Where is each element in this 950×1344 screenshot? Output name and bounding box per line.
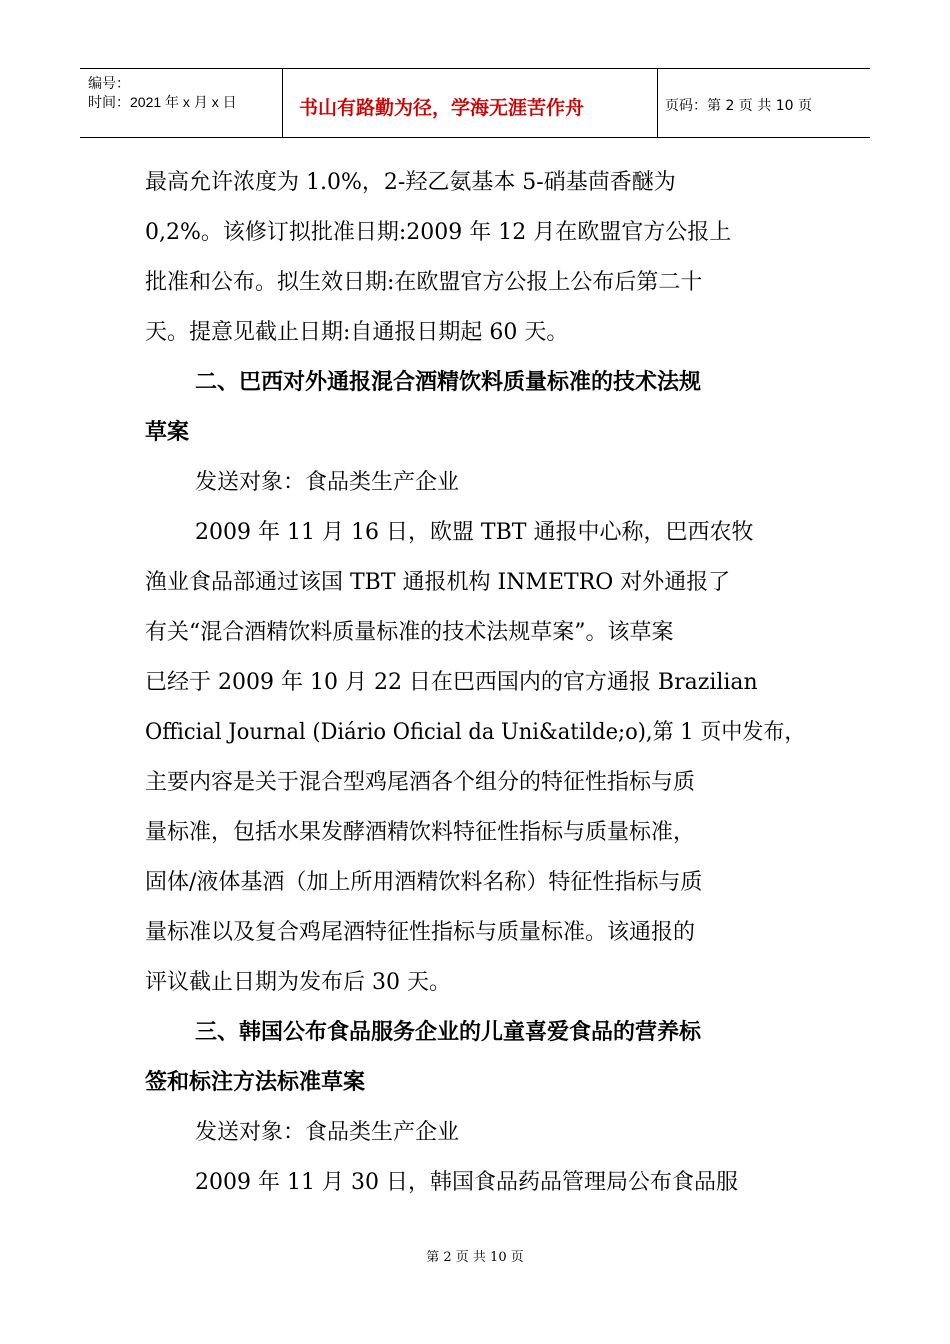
paragraph-line: 量标准以及复合鸡尾酒特征性指标与质量标准。该通报的 [145,920,696,945]
paragraph-line: 量标准，包括水果发酵酒精饮料特征性指标与质量标准， [145,820,696,845]
section-heading-line: 签和标注方法标准草案 [145,1070,366,1095]
paragraph-line: 固体/液体基酒（加上所用酒精饮料名称）特征性指标与质 [145,870,703,895]
paragraph-line: 渔业食品部通过该国 TBT 通报机构 INMETRO 对外通报了 [145,570,731,595]
page-header [80,68,870,138]
paragraph-line: 发送对象：食品类生产企业 [195,1120,460,1145]
paragraph-line: 0,2%。该修订拟批准日期:2009 年 12 月在欧盟官方公报上 [145,220,732,245]
paragraph-line: 有关“混合酒精饮料质量标准的技术法规草案”。该草案 [145,620,674,645]
header-page-info: 页码：第 2 页 共 10 页 [665,98,812,114]
section-heading-line: 三、韩国公布食品服务企业的儿童喜爱食品的营养标 [195,1020,702,1045]
section-heading-line: 草案 [145,420,190,445]
paragraph-line: 主要内容是关于混合型鸡尾酒各个组分的特征性指标与质 [145,770,696,795]
paragraph-line: Official Journal (Diário Oficial da Uni&atilde;o),第 1 页中发布， [145,720,806,745]
paragraph-line: 最高允许浓度为 1.0%，2-羟乙氨基本 5-硝基茴香醚为 [145,170,676,195]
paragraph-line: 评议截止日期为发布后 30 天。 [145,970,451,995]
doc-date: 时间：2021 年 x 月 x 日 [88,94,237,110]
header-page-cell [657,69,870,137]
paragraph-line: 批准和公布。拟生效日期:在欧盟官方公报上公布后第二十 [145,270,703,295]
section-heading-line: 二、巴西对外通报混合酒精饮料质量标准的技术法规 [195,370,702,395]
paragraph-line: 2009 年 11 月 16 日，欧盟 TBT 通报中心称，巴西农牧 [195,520,754,545]
header-motto: 书山有路勤为径，学海无涯苦作舟 [299,97,585,119]
header-motto-cell [282,69,658,137]
paragraph-line: 已经于 2009 年 10 月 22 日在巴西国内的官方通报 Brazilian [145,670,758,695]
paragraph-line: 2009 年 11 月 30 日，韩国食品药品管理局公布食品服 [195,1170,738,1195]
page-footer: 第 2 页 共 10 页 [426,1250,524,1265]
paragraph-line: 天。提意见截止日期:自通报日期起 60 天。 [145,320,569,345]
header-meta [80,69,282,137]
paragraph-line: 发送对象：食品类生产企业 [195,470,460,495]
doc-number: 编号： [88,75,130,91]
